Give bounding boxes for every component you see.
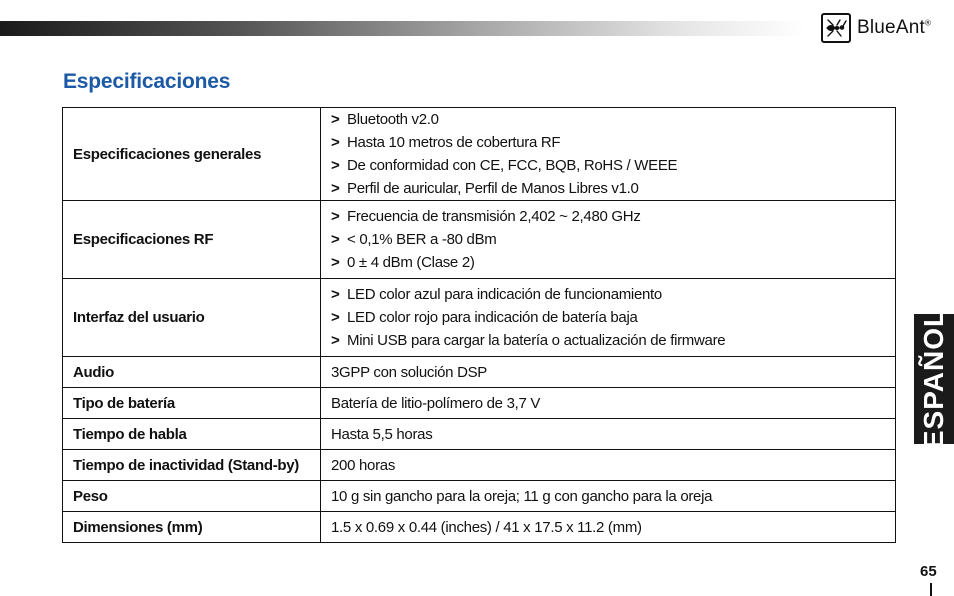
spec-bullet-item	[331, 154, 885, 177]
spec-bullet-item	[331, 283, 885, 306]
spec-bullet-item	[331, 131, 885, 154]
bullet-marker: >	[331, 134, 340, 151]
spec-row	[63, 279, 896, 357]
language-tab-label: ESPAÑOL	[918, 308, 949, 450]
bullet-text: Perfil de auricular, Perfil de Manos Libres v1.0	[347, 180, 639, 197]
spec-label: Audio	[63, 357, 321, 388]
page-number-rule	[930, 583, 932, 596]
spec-label: Tiempo de habla	[63, 419, 321, 450]
spec-bullet-item	[331, 329, 885, 352]
spec-bullet-item	[331, 228, 885, 251]
bullet-marker: >	[331, 111, 340, 128]
spec-label: Interfaz del usuario	[63, 279, 321, 357]
ant-icon	[821, 13, 851, 43]
spec-bullet-item	[331, 108, 885, 131]
bullet-text: Bluetooth v2.0	[347, 111, 439, 128]
spec-value	[321, 279, 896, 357]
bullet-marker: >	[331, 254, 340, 271]
spec-value: 1.5 x 0.69 x 0.44 (inches) / 41 x 17.5 x 11.2 (mm)	[321, 512, 896, 543]
bullet-marker: >	[331, 231, 340, 248]
bullet-marker: >	[331, 332, 340, 349]
bullet-text: LED color rojo para indicación de batería baja	[347, 309, 638, 326]
spec-value	[321, 108, 896, 201]
spec-label: Tipo de batería	[63, 388, 321, 419]
spec-table	[62, 107, 896, 543]
spec-row	[63, 388, 896, 419]
spec-value: 10 g sin gancho para la oreja; 11 g con gancho para la oreja	[321, 481, 896, 512]
spec-label: Especificaciones generales	[63, 108, 321, 201]
spec-label: Peso	[63, 481, 321, 512]
spec-value: Batería de litio-polímero de 3,7 V	[321, 388, 896, 419]
bullet-text: < 0,1% BER a -80 dBm	[347, 231, 497, 248]
bullet-text: Mini USB para cargar la batería o actualización de firmware	[347, 332, 726, 349]
spec-value: 200 horas	[321, 450, 896, 481]
bullet-marker: >	[331, 208, 340, 225]
spec-row	[63, 481, 896, 512]
bullet-text: LED color azul para indicación de funcionamiento	[347, 286, 662, 303]
spec-bullet-item	[331, 251, 885, 274]
spec-bullet-item	[331, 306, 885, 329]
spec-label: Dimensiones (mm)	[63, 512, 321, 543]
spec-row	[63, 512, 896, 543]
bullet-text: Hasta 10 metros de cobertura RF	[347, 134, 561, 151]
spec-row	[63, 201, 896, 279]
spec-row	[63, 108, 896, 201]
page-title: Especificaciones	[63, 70, 231, 93]
bullet-marker: >	[331, 180, 340, 197]
bullet-text: De conformidad con CE, FCC, BQB, RoHS / WEEE	[347, 157, 678, 174]
page-number: 65	[920, 563, 937, 580]
spec-bullet-item	[331, 177, 885, 200]
spec-value: 3GPP con solución DSP	[321, 357, 896, 388]
spec-row	[63, 357, 896, 388]
brand-name: BlueAnt®	[857, 17, 932, 38]
header-gradient-bar	[0, 21, 805, 36]
bullet-marker: >	[331, 309, 340, 326]
spec-row	[63, 419, 896, 450]
bullet-marker: >	[331, 157, 340, 174]
bullet-text: 0 ± 4 dBm (Clase 2)	[347, 254, 475, 271]
language-tab	[914, 308, 954, 450]
spec-value: Hasta 5,5 horas	[321, 419, 896, 450]
spec-label: Especificaciones RF	[63, 201, 321, 279]
spec-bullet-item	[331, 205, 885, 228]
bullet-marker: >	[331, 286, 340, 303]
spec-value	[321, 201, 896, 279]
spec-row	[63, 450, 896, 481]
brand-logo	[821, 11, 931, 45]
spec-label: Tiempo de inactividad (Stand-by)	[63, 450, 321, 481]
bullet-text: Frecuencia de transmisión 2,402 ~ 2,480 GHz	[347, 208, 641, 225]
